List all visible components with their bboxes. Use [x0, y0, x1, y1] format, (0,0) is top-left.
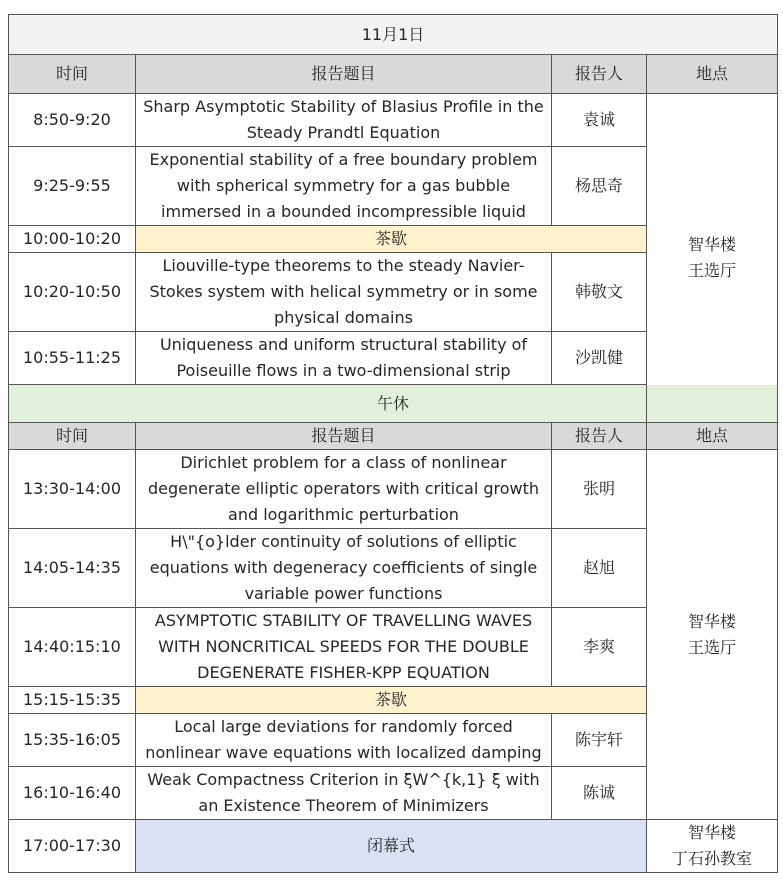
talk-speaker: 韩敬文	[552, 253, 647, 332]
talk-title: Uniqueness and uniform structural stability of Poiseuille flows in a two-dimensional strip	[136, 332, 552, 385]
break-label: 茶歇	[136, 687, 647, 714]
closing-row	[9, 820, 778, 873]
date-title: 11月1日	[9, 15, 778, 55]
talk-row	[9, 94, 778, 147]
closing-time: 17:00-17:30	[9, 820, 136, 873]
lunch-label: 午休	[9, 385, 778, 423]
venue-room: 王选厅	[688, 637, 737, 657]
venue-building: 智华楼	[688, 235, 737, 254]
break-time: 10:00-10:20	[9, 226, 136, 253]
talk-speaker: 陈宇轩	[552, 714, 647, 767]
talk-speaker: 赵旭	[552, 529, 647, 608]
talk-speaker: 陈诚	[552, 767, 647, 820]
break-label: 茶歇	[136, 226, 647, 253]
talk-speaker: 袁诚	[552, 94, 647, 147]
lunch-row	[9, 385, 778, 423]
header-speaker: 报告人	[552, 423, 647, 450]
talk-time: 9:25-9:55	[9, 147, 136, 226]
talk-speaker: 杨思奇	[552, 147, 647, 226]
talk-title: Exponential stability of a free boundary problem with spherical symmetry for a gas bubble immersed in a bounded incompressible liquid	[136, 147, 552, 226]
schedule-table	[8, 14, 778, 873]
talk-speaker: 张明	[552, 450, 647, 529]
header-time: 时间	[9, 423, 136, 450]
header-row	[9, 423, 778, 450]
talk-speaker: 李爽	[552, 608, 647, 687]
header-place: 地点	[647, 423, 778, 450]
header-title: 报告题目	[136, 423, 552, 450]
talk-title: ASYMPTOTIC STABILITY OF TRAVELLING WAVES WITH NONCRITICAL SPEEDS FOR THE DOUBLE DEGENERATE FISHER-KPP EQUATION	[136, 608, 552, 687]
closing-venue	[647, 820, 778, 873]
talk-time: 14:05-14:35	[9, 529, 136, 608]
venue-room: 丁石孙教室	[672, 849, 753, 868]
talk-row	[9, 450, 778, 529]
header-time: 时间	[9, 55, 136, 94]
talk-title: Liouville-type theorems to the steady Navier-Stokes system with helical symmetry or in some physical domains	[136, 253, 552, 332]
date-row	[9, 15, 778, 55]
talk-time: 10:20-10:50	[9, 253, 136, 332]
venue-building: 智华楼	[688, 823, 737, 842]
break-time: 15:15-15:35	[9, 687, 136, 714]
talk-time: 16:10-16:40	[9, 767, 136, 820]
venue-room: 王选厅	[688, 261, 737, 280]
header-speaker: 报告人	[552, 55, 647, 94]
header-title: 报告题目	[136, 55, 552, 94]
header-row	[9, 55, 778, 94]
talk-title: Weak Compactness Criterion in ξW^{k,1} ξ with an Existence Theorem of Minimizers	[136, 767, 552, 820]
header-place: 地点	[647, 55, 778, 94]
talk-time: 10:55-11:25	[9, 332, 136, 385]
afternoon-venue	[647, 450, 778, 820]
talk-time: 8:50-9:20	[9, 94, 136, 147]
closing-label: 闭幕式	[136, 820, 647, 873]
talk-time: 13:30-14:00	[9, 450, 136, 529]
talk-time: 14:40:15:10	[9, 608, 136, 687]
talk-title: Local large deviations for randomly forced nonlinear wave equations with localized damping	[136, 714, 552, 767]
venue-building: 智华楼	[688, 611, 737, 631]
talk-title: Dirichlet problem for a class of nonlinear degenerate elliptic operators with critical growth and logarithmic perturbation	[136, 450, 552, 529]
talk-speaker: 沙凯健	[552, 332, 647, 385]
morning-venue	[647, 94, 778, 423]
talk-title: H\"{o}lder continuity of solutions of elliptic equations with degeneracy coefficients of single variable power functions	[136, 529, 552, 608]
talk-title: Sharp Asymptotic Stability of Blasius Profile in the Steady Prandtl Equation	[136, 94, 552, 147]
talk-time: 15:35-16:05	[9, 714, 136, 767]
